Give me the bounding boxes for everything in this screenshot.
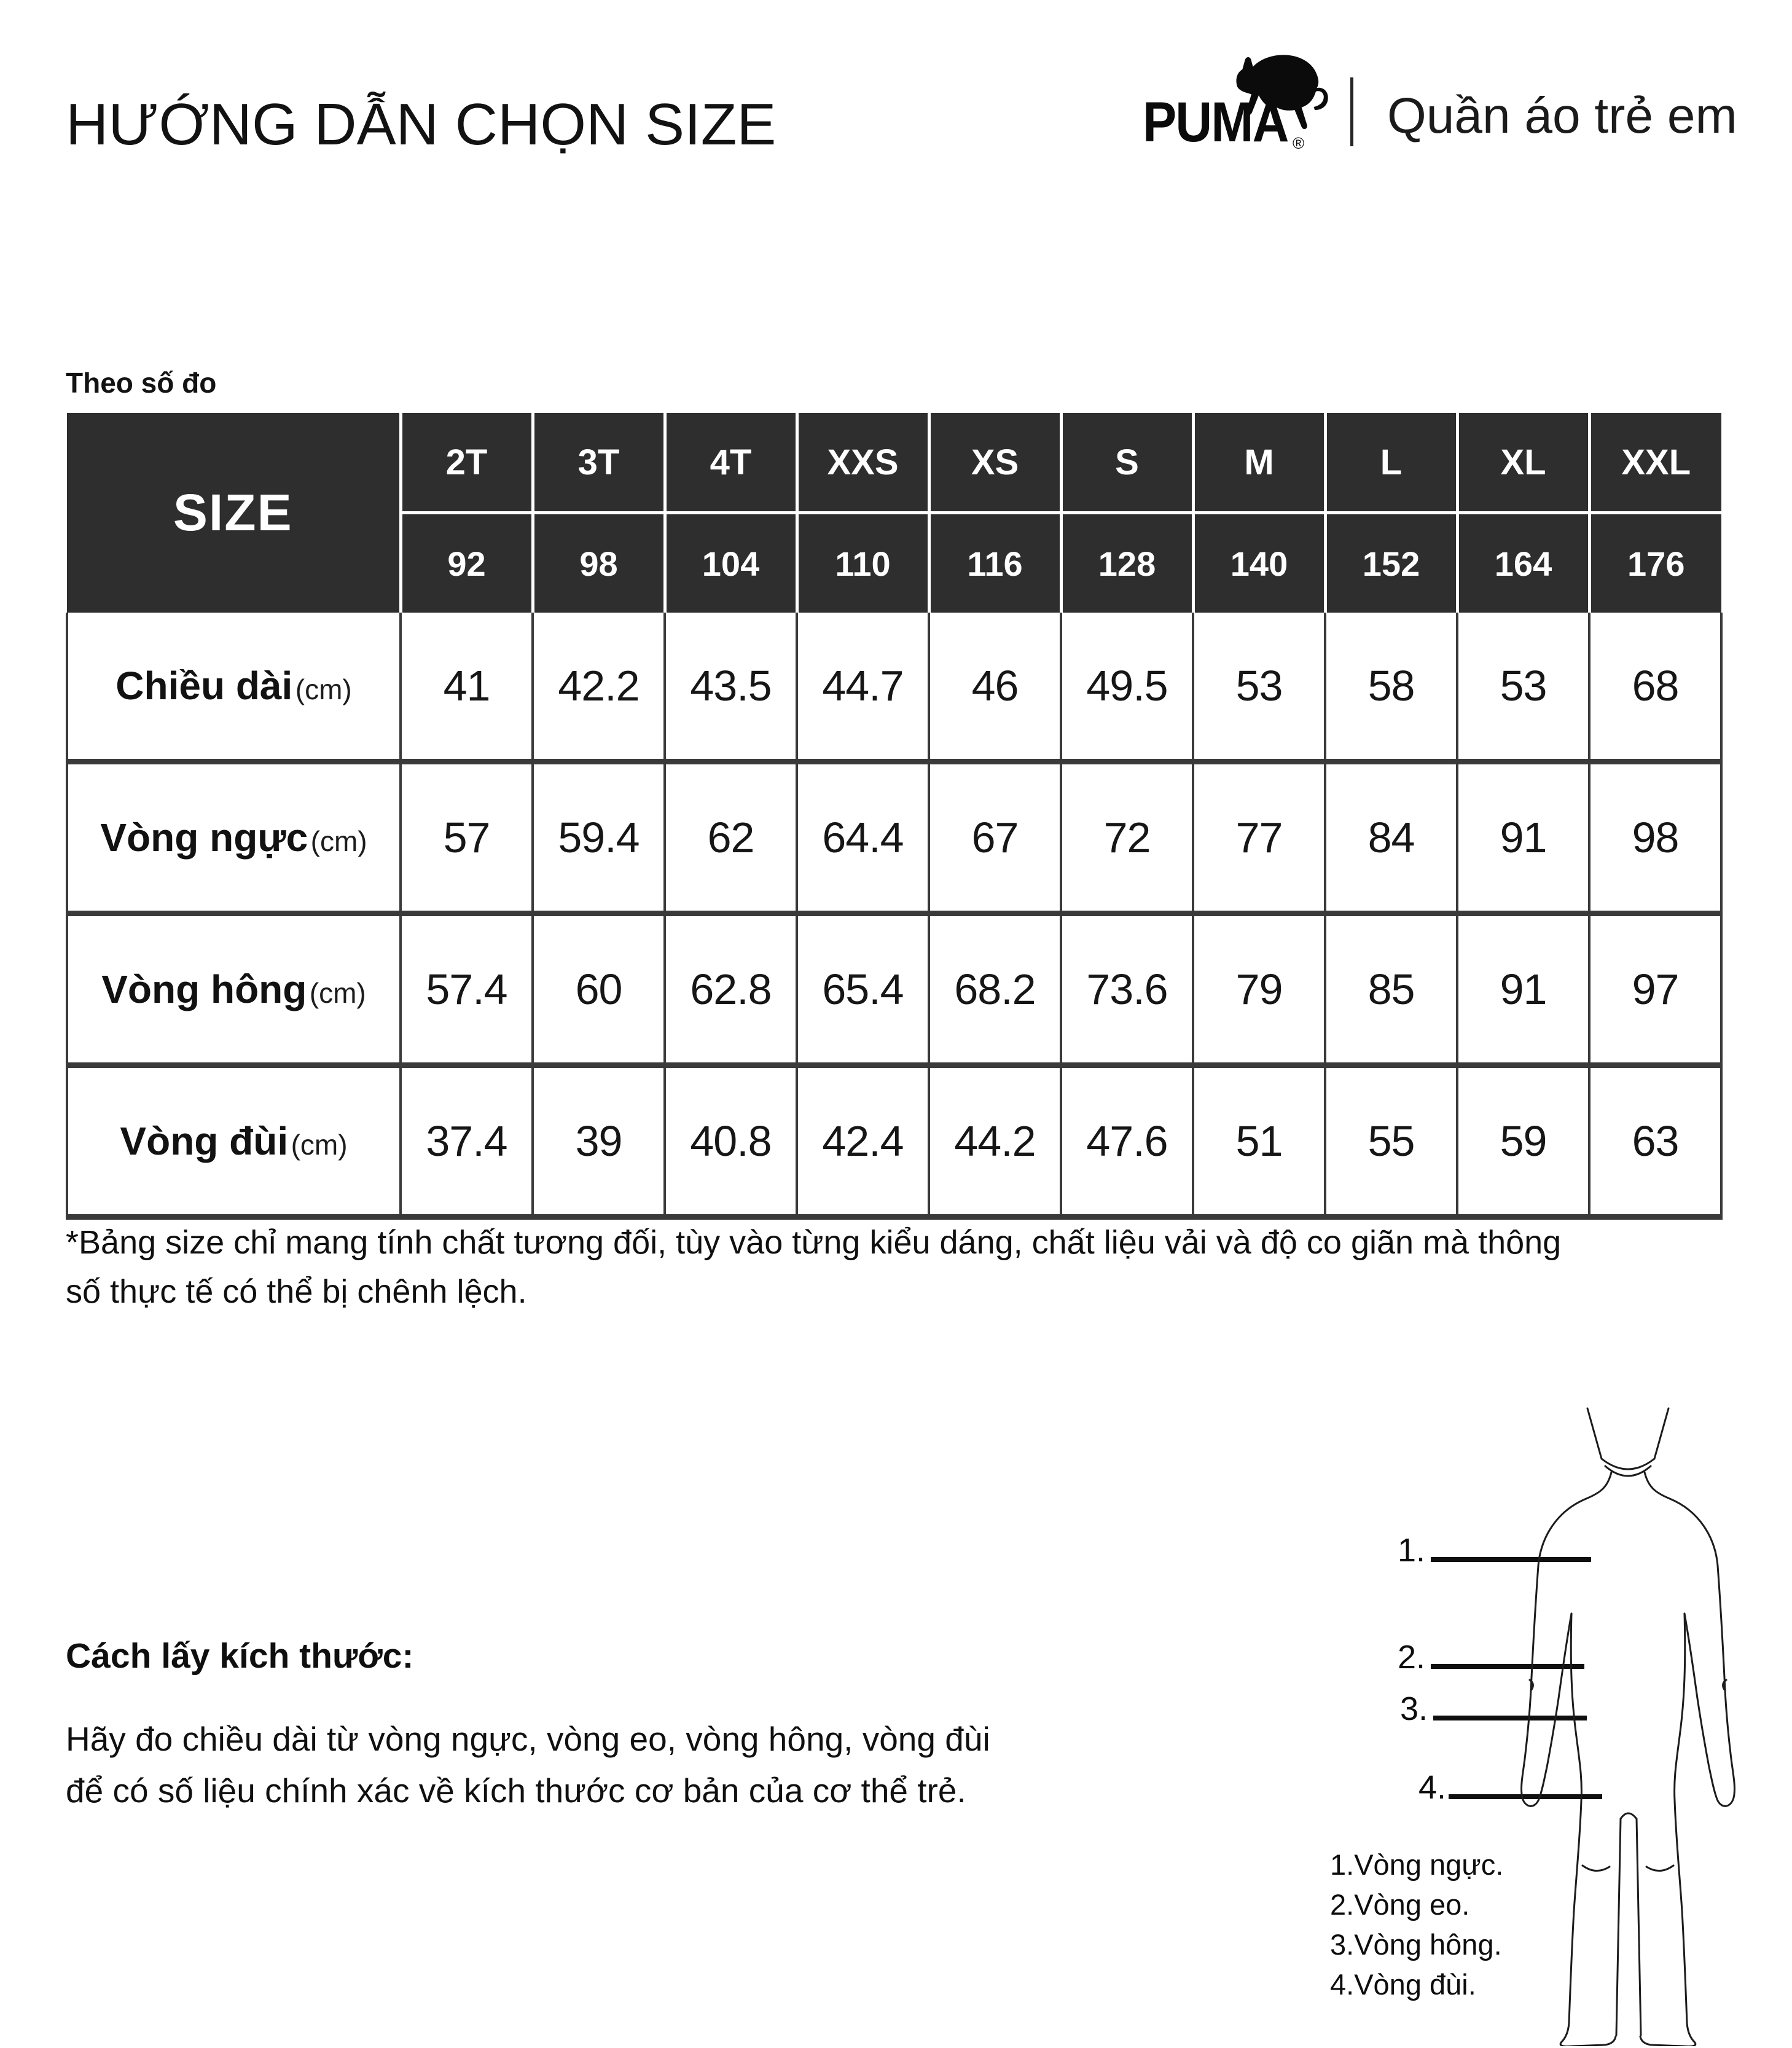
size-value-cell: 47.6 <box>1061 1065 1193 1217</box>
size-code-cell: L <box>1325 413 1457 513</box>
size-code-cell: XXS <box>797 413 929 513</box>
size-value-cell: 57 <box>401 762 533 914</box>
size-value-cell: 39 <box>533 1065 665 1217</box>
size-chart-table <box>66 413 1723 1220</box>
logo-divider <box>1350 77 1353 146</box>
row-unit: (cm) <box>310 825 367 857</box>
table-body <box>67 613 1721 1217</box>
size-value-cell: 58 <box>1325 613 1457 762</box>
size-value-cell: 73.6 <box>1061 914 1193 1065</box>
row-label: Vòng đùi <box>120 1119 289 1163</box>
size-value-cell: 51 <box>1193 1065 1325 1217</box>
size-value-cell: 49.5 <box>1061 613 1193 762</box>
size-value-cell: 59.4 <box>533 762 665 914</box>
table-section-label: Theo số đo <box>66 367 217 399</box>
size-value-cell: 46 <box>929 613 1061 762</box>
size-value-cell: 40.8 <box>665 1065 797 1217</box>
size-value-cell: 64.4 <box>797 762 929 914</box>
puma-wordmark: PUMA <box>1143 91 1288 154</box>
footnote-line: số thực tế có thể bị chênh lệch. <box>66 1273 527 1310</box>
size-value-cell: 55 <box>1325 1065 1457 1217</box>
size-value-cell: 91 <box>1457 762 1589 914</box>
size-value-cell: 62.8 <box>665 914 797 1065</box>
height-number-cell: 140 <box>1193 513 1325 613</box>
guide-body-text <box>66 1713 990 1816</box>
size-code-cell: 2T <box>401 413 533 513</box>
size-value-cell: 41 <box>401 613 533 762</box>
size-value-cell: 42.4 <box>797 1065 929 1217</box>
size-corner-cell: SIZE <box>67 413 401 613</box>
row-label-cell <box>67 1065 401 1217</box>
size-code-cell: M <box>1193 413 1325 513</box>
row-label: Chiều dài <box>115 664 293 708</box>
row-label-cell <box>67 613 401 762</box>
table-footnote <box>66 1218 1561 1316</box>
size-value-cell: 53 <box>1193 613 1325 762</box>
height-number-cell: 98 <box>533 513 665 613</box>
size-value-cell: 85 <box>1325 914 1457 1065</box>
size-code-cell: XXL <box>1589 413 1721 513</box>
size-code-cell: 3T <box>533 413 665 513</box>
size-value-cell: 67 <box>929 762 1061 914</box>
size-value-cell: 59 <box>1457 1065 1589 1217</box>
size-value-cell: 84 <box>1325 762 1457 914</box>
size-code-cell: XS <box>929 413 1061 513</box>
diagram-legend <box>1330 1845 1503 2004</box>
legend-item-thigh: 4.Vòng đùi. <box>1330 1968 1476 2001</box>
size-value-cell: 57.4 <box>401 914 533 1065</box>
height-number-cell: 128 <box>1061 513 1193 613</box>
size-value-cell: 91 <box>1457 914 1589 1065</box>
height-number-cell: 104 <box>665 513 797 613</box>
height-number-cell: 110 <box>797 513 929 613</box>
footnote-line: *Bảng size chỉ mang tính chất tương đối, tùy vào từng kiểu dáng, chất liệu vải và độ co giãn mà thông <box>66 1224 1562 1261</box>
table-header <box>67 413 1721 613</box>
brand-logo <box>1143 49 1763 203</box>
size-value-cell: 98 <box>1589 762 1721 914</box>
size-code-cell: XL <box>1457 413 1589 513</box>
size-value-cell: 43.5 <box>665 613 797 762</box>
table-row-length <box>67 613 1721 762</box>
size-value-cell: 79 <box>1193 914 1325 1065</box>
registered-mark: ® <box>1293 134 1305 152</box>
size-code-row <box>67 413 1721 513</box>
height-number-cell: 164 <box>1457 513 1589 613</box>
table-row-hip <box>67 914 1721 1065</box>
size-value-cell: 97 <box>1589 914 1721 1065</box>
size-value-cell: 77 <box>1193 762 1325 914</box>
page-title: HƯỚNG DẪN CHỌN SIZE <box>66 92 777 157</box>
size-value-cell: 44.7 <box>797 613 929 762</box>
measurement-diagram <box>1321 1370 1761 2046</box>
table-row-thigh <box>67 1065 1721 1217</box>
brand-tagline: Quần áo trẻ em <box>1387 88 1737 144</box>
row-label-cell <box>67 914 401 1065</box>
size-value-cell: 68.2 <box>929 914 1061 1065</box>
pointer-label-1: 1. <box>1397 1532 1425 1569</box>
size-value-cell: 72 <box>1061 762 1193 914</box>
size-value-cell: 68 <box>1589 613 1721 762</box>
guide-body-line: Hãy đo chiều dài từ vòng ngực, vòng eo, vòng hông, vòng đùi <box>66 1720 990 1758</box>
height-number-cell: 116 <box>929 513 1061 613</box>
size-value-cell: 60 <box>533 914 665 1065</box>
pointer-label-2: 2. <box>1397 1639 1425 1676</box>
guide-heading: Cách lấy kích thước: <box>66 1636 414 1676</box>
pointer-label-4: 4. <box>1418 1769 1446 1806</box>
pointer-label-3: 3. <box>1399 1690 1428 1727</box>
row-unit: (cm) <box>295 673 352 705</box>
legend-item-hip: 3.Vòng hông. <box>1330 1928 1502 1961</box>
child-body-outline <box>1511 1406 1746 2046</box>
row-unit: (cm) <box>309 977 366 1009</box>
size-value-cell: 65.4 <box>797 914 929 1065</box>
row-unit: (cm) <box>291 1129 348 1161</box>
size-value-cell: 42.2 <box>533 613 665 762</box>
size-code-cell: 4T <box>665 413 797 513</box>
row-label-cell <box>67 762 401 914</box>
row-label: Vòng hông <box>101 967 307 1011</box>
size-value-cell: 44.2 <box>929 1065 1061 1217</box>
size-code-cell: S <box>1061 413 1193 513</box>
height-number-cell: 92 <box>401 513 533 613</box>
size-value-cell: 62 <box>665 762 797 914</box>
height-number-cell: 176 <box>1589 513 1721 613</box>
table-row-chest <box>67 762 1721 914</box>
size-value-cell: 37.4 <box>401 1065 533 1217</box>
guide-body-line: để có số liệu chính xác về kích thước cơ bản của cơ thể trẻ. <box>66 1771 966 1810</box>
row-label: Vòng ngực <box>100 815 308 860</box>
height-number-cell: 152 <box>1325 513 1457 613</box>
size-value-cell: 53 <box>1457 613 1589 762</box>
legend-item-waist: 2.Vòng eo. <box>1330 1888 1470 1921</box>
legend-item-chest: 1.Vòng ngực. <box>1330 1848 1504 1881</box>
size-value-cell: 63 <box>1589 1065 1721 1217</box>
